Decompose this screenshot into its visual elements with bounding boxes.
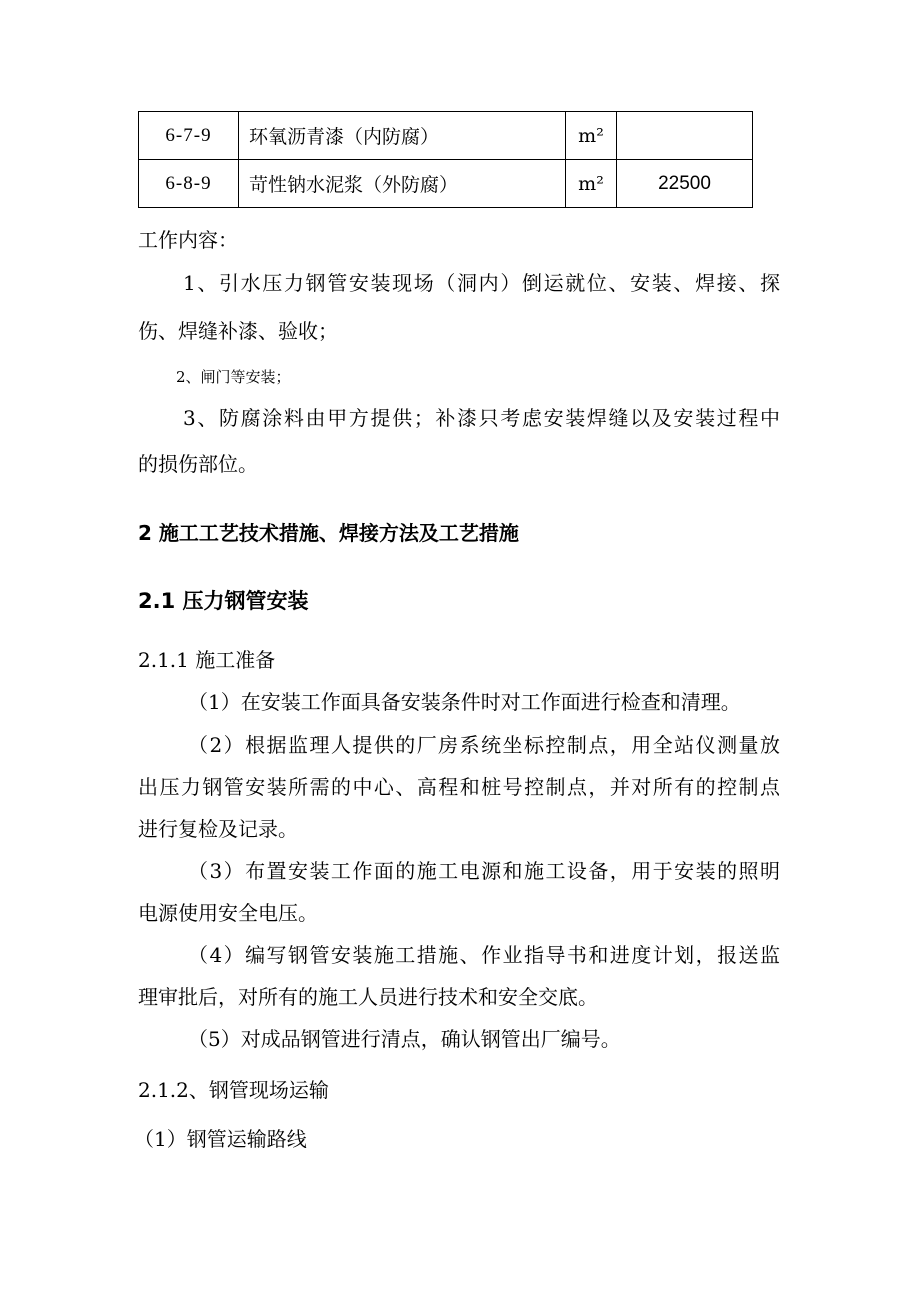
prep-item-2-line-2: 出压力钢管安装所需的中心、高程和桩号控制点，并对所有的控制点 bbox=[138, 775, 780, 799]
prep-item-2-line-3: 进行复检及记录。 bbox=[138, 817, 298, 841]
section-2-1-2-heading: 2.1.2、钢管现场运输 bbox=[138, 1078, 329, 1102]
work-item-1-line-1: 1、引水压力钢管安装现场（洞内）倒运就位、安装、焊接、探 bbox=[183, 271, 780, 295]
prep-item-4-line-2: 理审批后，对所有的施工人员进行技术和安全交底。 bbox=[138, 985, 598, 1009]
quota-table bbox=[138, 111, 753, 208]
item-quantity: 22500 bbox=[617, 160, 753, 208]
item-code: 6-7-9 bbox=[139, 112, 239, 160]
work-item-2: 2、闸门等安装； bbox=[176, 368, 291, 386]
item-unit: m² bbox=[566, 160, 617, 208]
section-2-1-1-heading: 2.1.1 施工准备 bbox=[138, 648, 276, 672]
item-unit: m² bbox=[566, 112, 617, 160]
prep-item-2-line-1: （2）根据监理人提供的厂房系统坐标控制点，用全站仪测量放 bbox=[188, 733, 780, 757]
item-name: 环氧沥青漆（内防腐） bbox=[239, 112, 566, 160]
section-2-1-heading: 2.1 压力钢管安装 bbox=[138, 589, 309, 613]
table-row bbox=[139, 160, 753, 208]
prep-item-5: （5）对成品钢管进行清点，确认钢管出厂编号。 bbox=[188, 1027, 621, 1051]
prep-item-4-line-1: （4）编写钢管安装施工措施、作业指导书和进度计划，报送监 bbox=[188, 943, 780, 967]
work-item-3-line-2: 的损伤部位。 bbox=[138, 452, 258, 476]
item-code: 6-8-9 bbox=[139, 160, 239, 208]
prep-item-3-line-2: 电源使用安全电压。 bbox=[138, 901, 318, 925]
prep-item-3-line-1: （3）布置安装工作面的施工电源和施工设备，用于安装的照明 bbox=[188, 859, 780, 883]
work-content-label: 工作内容： bbox=[138, 228, 238, 252]
work-item-1-line-2: 伤、焊缝补漆、验收； bbox=[138, 319, 338, 343]
transport-item-1: （1）钢管运输路线 bbox=[134, 1127, 307, 1151]
section-2-heading: 2 施工工艺技术措施、焊接方法及工艺措施 bbox=[138, 521, 519, 545]
item-name: 苛性钠水泥浆（外防腐） bbox=[239, 160, 566, 208]
prep-item-1: （1）在安装工作面具备安装条件时对工作面进行检查和清理。 bbox=[188, 690, 741, 714]
item-quantity bbox=[617, 112, 753, 160]
table-row bbox=[139, 112, 753, 160]
work-item-3-line-1: 3、防腐涂料由甲方提供；补漆只考虑安装焊缝以及安装过程中 bbox=[183, 406, 780, 430]
